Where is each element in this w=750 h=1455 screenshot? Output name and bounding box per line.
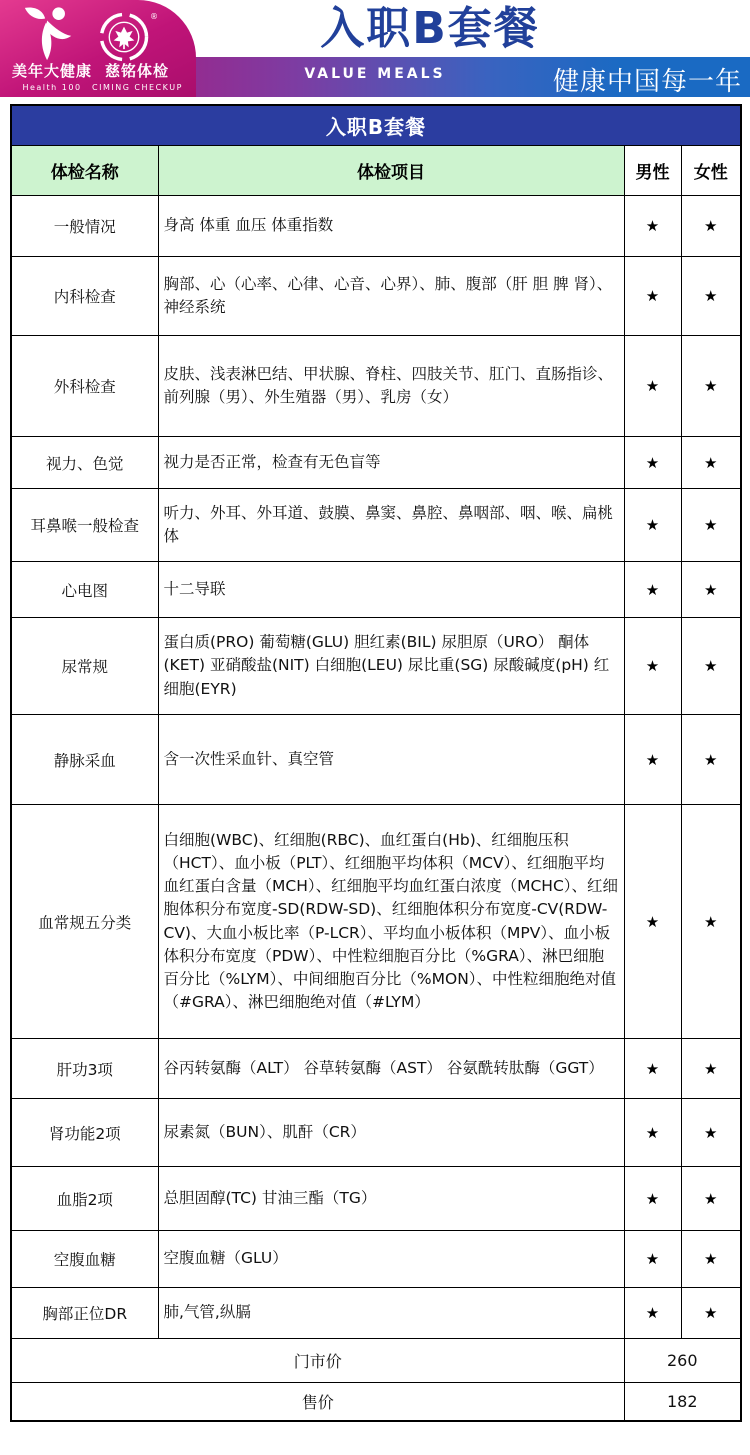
male-star: ★	[624, 1099, 681, 1167]
checkup-items: 身高 体重 血压 体重指数	[158, 196, 624, 257]
checkup-items: 视力是否正常，检查有无色盲等	[158, 437, 624, 489]
table-row	[11, 489, 741, 562]
checkup-items: 皮肤、浅表淋巴结、甲状腺、脊柱、四肢关节、肛门、直肠指诊、前列腺（男）、外生殖器（男）、乳房（女）	[158, 336, 624, 437]
checkup-name: 血常规五分类	[11, 805, 158, 1039]
male-star: ★	[624, 196, 681, 257]
checkup-name: 耳鼻喉一般检查	[11, 489, 158, 562]
female-star: ★	[681, 805, 741, 1039]
price-value: 260	[624, 1339, 741, 1383]
table-row	[11, 562, 741, 618]
male-star: ★	[624, 437, 681, 489]
female-star: ★	[681, 1099, 741, 1167]
male-star: ★	[624, 618, 681, 715]
female-star: ★	[681, 1288, 741, 1339]
logo-health100-name: 美年大健康	[12, 62, 93, 80]
table-row	[11, 1167, 741, 1231]
female-star: ★	[681, 196, 741, 257]
table-row	[11, 336, 741, 437]
checkup-package-table	[10, 104, 742, 1422]
checkup-name: 心电图	[11, 562, 158, 618]
logo-ciming-sub: CIMING CHECKUP	[92, 83, 183, 92]
checkup-items: 空腹血糖（GLU）	[158, 1231, 624, 1288]
table-row	[11, 257, 741, 336]
price-rows	[11, 1339, 741, 1421]
checkup-name: 尿常规	[11, 618, 158, 715]
logo-block	[0, 0, 196, 97]
male-star: ★	[624, 336, 681, 437]
checkup-items: 胸部、心（心率、心律、心音、心界）、肺、腹部（肝 胆 脾 肾）、神经系统	[158, 257, 624, 336]
female-star: ★	[681, 562, 741, 618]
registered-mark: ®	[150, 12, 158, 21]
checkup-name: 一般情况	[11, 196, 158, 257]
table-row	[11, 618, 741, 715]
checkup-items: 蛋白质(PRO) 葡萄糖(GLU) 胆红素(BIL) 尿胆原（URO） 酮体(KET) 亚硝酸盐(NIT) 白细胞(LEU) 尿比重(SG) 尿酸碱度(pH) 红细胞(EYR)	[158, 618, 624, 715]
price-label: 售价	[11, 1383, 624, 1421]
male-star: ★	[624, 1167, 681, 1231]
checkup-name: 空腹血糖	[11, 1231, 158, 1288]
checkup-items: 肺,气管,纵膈	[158, 1288, 624, 1339]
male-star: ★	[624, 1288, 681, 1339]
male-star: ★	[624, 489, 681, 562]
female-star: ★	[681, 336, 741, 437]
brand-banner	[0, 0, 750, 97]
checkup-name: 视力、色觉	[11, 437, 158, 489]
page-title: 入职B套餐	[320, 3, 540, 54]
checkup-rows	[11, 196, 741, 1339]
banner-subtitle: VALUE MEALS	[304, 66, 446, 82]
male-star: ★	[624, 1039, 681, 1099]
column-header-items: 体检项目	[158, 146, 624, 196]
table-row	[11, 805, 741, 1039]
table-title-row	[11, 105, 741, 146]
checkup-items: 尿素氮（BUN）、肌酐（CR）	[158, 1099, 624, 1167]
male-star: ★	[624, 715, 681, 805]
checkup-name: 外科检查	[11, 336, 158, 437]
price-label: 门市价	[11, 1339, 624, 1383]
checkup-name: 静脉采血	[11, 715, 158, 805]
column-header-name: 体检名称	[11, 146, 158, 196]
price-row	[11, 1383, 741, 1421]
checkup-name: 内科检查	[11, 257, 158, 336]
price-value: 182	[624, 1383, 741, 1421]
table-row	[11, 1288, 741, 1339]
logo-ciming-name: 慈铭体检	[104, 62, 169, 80]
logo-ciming	[92, 60, 182, 92]
table-row	[11, 1099, 741, 1167]
person-figure-icon	[18, 5, 80, 63]
table-row	[11, 1231, 741, 1288]
checkup-items: 听力、外耳、外耳道、鼓膜、鼻窦、鼻腔、鼻咽部、咽、喉、扁桃体	[158, 489, 624, 562]
female-star: ★	[681, 618, 741, 715]
male-star: ★	[624, 562, 681, 618]
checkup-items: 含一次性采血针、真空管	[158, 715, 624, 805]
checkup-name: 肝功3项	[11, 1039, 158, 1099]
checkup-items: 十二导联	[158, 562, 624, 618]
female-star: ★	[681, 1167, 741, 1231]
female-star: ★	[681, 257, 741, 336]
logo-health100-sub: Health 100	[22, 83, 82, 92]
female-star: ★	[681, 715, 741, 805]
price-row	[11, 1339, 741, 1383]
female-star: ★	[681, 489, 741, 562]
table-header-row	[11, 146, 741, 196]
checkup-name: 胸部正位DR	[11, 1288, 158, 1339]
female-star: ★	[681, 1039, 741, 1099]
female-star: ★	[681, 437, 741, 489]
table-row	[11, 437, 741, 489]
male-star: ★	[624, 805, 681, 1039]
table-title: 入职B套餐	[11, 105, 741, 146]
checkup-items: 总胆固醇(TC) 甘油三酯（TG）	[158, 1167, 624, 1231]
column-header-female: 女性	[681, 146, 741, 196]
table-row	[11, 715, 741, 805]
female-star: ★	[681, 1231, 741, 1288]
checkup-items: 谷丙转氨酶（ALT） 谷草转氨酶（AST） 谷氨酰转肽酶（GGT）	[158, 1039, 624, 1099]
male-star: ★	[624, 257, 681, 336]
logo-health100	[12, 60, 92, 92]
column-header-male: 男性	[624, 146, 681, 196]
leaf-emblem-icon	[98, 11, 150, 63]
table-row	[11, 196, 741, 257]
checkup-name: 血脂2项	[11, 1167, 158, 1231]
banner-slogan: 健康中国每一年	[552, 67, 742, 97]
male-star: ★	[624, 1231, 681, 1288]
table-row	[11, 1039, 741, 1099]
checkup-name: 肾功能2项	[11, 1099, 158, 1167]
checkup-items: 白细胞(WBC)、红细胞(RBC)、血红蛋白(Hb)、红细胞压积（HCT）、血小板（PLT）、红细胞平均体积（MCV）、红细胞平均血红蛋白含量（MCH）、红细胞平均血红蛋白浓度（MCHC）、红细胞体积分布宽度-SD(RDW-SD)、红细胞体积分布宽度-CV(RDW-CV)、大血小板比率（P-LCR）、平均血小板体积（MPV）、血小板体积分布宽度（PDW）、中性粒细胞百分比（%GRA）、淋巴细胞百分比（%LYM）、中间细胞百分比（%MON）、中性粒细胞绝对值（#GRA）、淋巴细胞绝对值（#LYM）	[158, 805, 624, 1039]
